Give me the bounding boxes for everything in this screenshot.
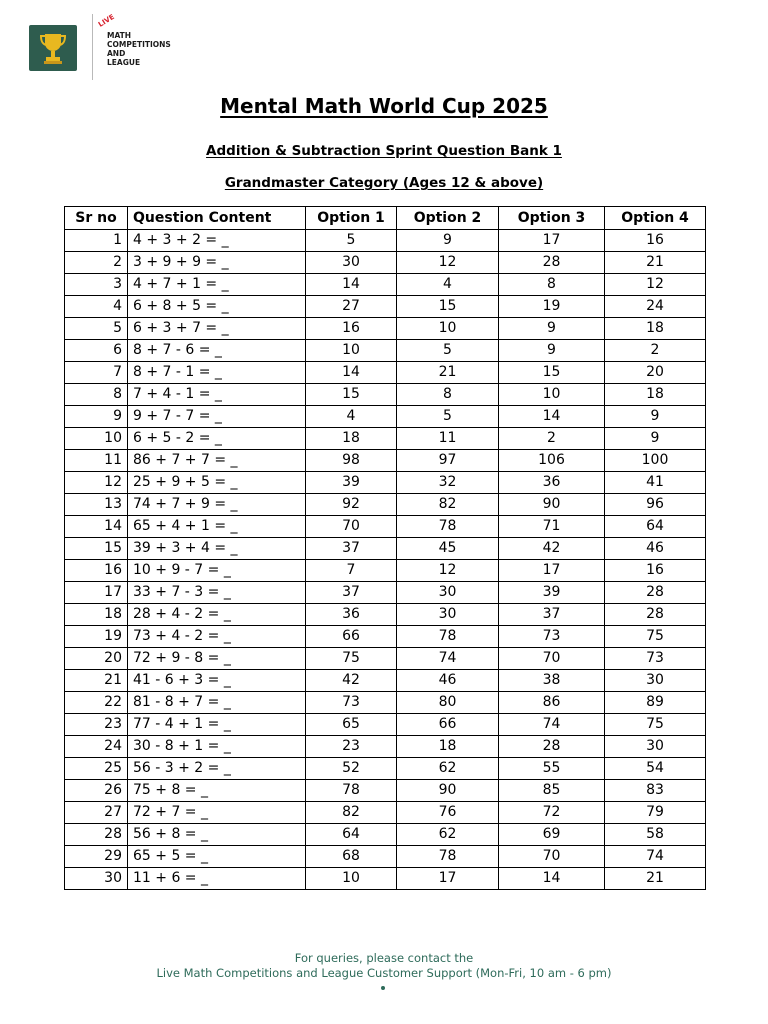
question-cell: 33 + 7 - 3 = _ (128, 582, 306, 604)
option-2-cell: 78 (397, 516, 499, 538)
option-3-cell: 70 (499, 846, 605, 868)
option-4-cell: 74 (605, 846, 706, 868)
table-row (65, 582, 706, 604)
table-row (65, 362, 706, 384)
question-cell: 9 + 7 - 7 = _ (128, 406, 306, 428)
option-3-cell: 70 (499, 648, 605, 670)
option-1-cell: 30 (306, 252, 397, 274)
sr-no-cell: 26 (65, 780, 128, 802)
question-cell: 3 + 9 + 9 = _ (128, 252, 306, 274)
option-2-cell: 74 (397, 648, 499, 670)
sr-no-cell: 11 (65, 450, 128, 472)
option-2-cell: 5 (397, 406, 499, 428)
option-1-cell: 82 (306, 802, 397, 824)
option-4-cell: 41 (605, 472, 706, 494)
table-row (65, 802, 706, 824)
option-4-cell: 18 (605, 318, 706, 340)
option-4-cell: 24 (605, 296, 706, 318)
table-row (65, 626, 706, 648)
option-4-cell: 89 (605, 692, 706, 714)
option-4-cell: 28 (605, 582, 706, 604)
option-2-cell: 4 (397, 274, 499, 296)
logo-badge (29, 25, 77, 71)
option-3-cell: 106 (499, 450, 605, 472)
sr-no-cell: 18 (65, 604, 128, 626)
question-cell: 6 + 8 + 5 = _ (128, 296, 306, 318)
option-3-cell: 74 (499, 714, 605, 736)
header-question-content: Question Content (128, 207, 306, 230)
option-4-cell: 83 (605, 780, 706, 802)
header-option-4: Option 4 (605, 207, 706, 230)
sr-no-cell: 3 (65, 274, 128, 296)
table-row (65, 560, 706, 582)
option-2-cell: 76 (397, 802, 499, 824)
sr-no-cell: 28 (65, 824, 128, 846)
option-3-cell: 14 (499, 868, 605, 890)
table-row (65, 824, 706, 846)
header-option-3: Option 3 (499, 207, 605, 230)
table-row (65, 846, 706, 868)
option-4-cell: 9 (605, 406, 706, 428)
table-row (65, 758, 706, 780)
option-4-cell: 28 (605, 604, 706, 626)
option-3-cell: 72 (499, 802, 605, 824)
option-2-cell: 12 (397, 560, 499, 582)
option-1-cell: 14 (306, 362, 397, 384)
option-1-cell: 70 (306, 516, 397, 538)
sr-no-cell: 17 (65, 582, 128, 604)
option-1-cell: 27 (306, 296, 397, 318)
option-2-cell: 8 (397, 384, 499, 406)
table-row (65, 406, 706, 428)
question-cell: 74 + 7 + 9 = _ (128, 494, 306, 516)
option-1-cell: 36 (306, 604, 397, 626)
question-cell: 25 + 9 + 5 = _ (128, 472, 306, 494)
header-option-1: Option 1 (306, 207, 397, 230)
logo-line: AND (107, 49, 126, 58)
sr-no-cell: 14 (65, 516, 128, 538)
sr-no-cell: 7 (65, 362, 128, 384)
option-2-cell: 10 (397, 318, 499, 340)
option-3-cell: 38 (499, 670, 605, 692)
sr-no-cell: 30 (65, 868, 128, 890)
sr-no-cell: 8 (65, 384, 128, 406)
option-3-cell: 55 (499, 758, 605, 780)
table-row (65, 494, 706, 516)
option-3-cell: 15 (499, 362, 605, 384)
header-sr-no: Sr no (65, 207, 128, 230)
sr-no-cell: 10 (65, 428, 128, 450)
option-3-cell: 36 (499, 472, 605, 494)
logo-line: COMPETITIONS (107, 40, 171, 49)
table-row (65, 692, 706, 714)
option-3-cell: 69 (499, 824, 605, 846)
table-row (65, 274, 706, 296)
option-3-cell: 86 (499, 692, 605, 714)
sr-no-cell: 13 (65, 494, 128, 516)
sr-no-cell: 20 (65, 648, 128, 670)
question-cell: 81 - 8 + 7 = _ (128, 692, 306, 714)
option-3-cell: 17 (499, 230, 605, 252)
sr-no-cell: 5 (65, 318, 128, 340)
option-4-cell: 100 (605, 450, 706, 472)
option-3-cell: 14 (499, 406, 605, 428)
footer-dot (381, 986, 385, 990)
option-2-cell: 78 (397, 846, 499, 868)
option-1-cell: 78 (306, 780, 397, 802)
option-3-cell: 28 (499, 252, 605, 274)
question-cell: 65 + 5 = _ (128, 846, 306, 868)
question-cell: 86 + 7 + 7 = _ (128, 450, 306, 472)
option-3-cell: 42 (499, 538, 605, 560)
sr-no-cell: 22 (65, 692, 128, 714)
sr-no-cell: 25 (65, 758, 128, 780)
trophy-icon (29, 25, 77, 71)
table-row (65, 736, 706, 758)
option-1-cell: 7 (306, 560, 397, 582)
option-1-cell: 42 (306, 670, 397, 692)
option-3-cell: 2 (499, 428, 605, 450)
option-4-cell: 54 (605, 758, 706, 780)
table-row (65, 450, 706, 472)
table-row (65, 780, 706, 802)
question-cell: 72 + 7 = _ (128, 802, 306, 824)
table-body (65, 230, 706, 890)
option-3-cell: 73 (499, 626, 605, 648)
option-3-cell: 9 (499, 340, 605, 362)
option-4-cell: 46 (605, 538, 706, 560)
sr-no-cell: 23 (65, 714, 128, 736)
sr-no-cell: 29 (65, 846, 128, 868)
table-row (65, 670, 706, 692)
option-2-cell: 32 (397, 472, 499, 494)
option-4-cell: 30 (605, 670, 706, 692)
option-2-cell: 90 (397, 780, 499, 802)
sr-no-cell: 9 (65, 406, 128, 428)
option-4-cell: 18 (605, 384, 706, 406)
option-4-cell: 16 (605, 560, 706, 582)
question-cell: 8 + 7 - 6 = _ (128, 340, 306, 362)
option-3-cell: 90 (499, 494, 605, 516)
option-4-cell: 58 (605, 824, 706, 846)
option-1-cell: 92 (306, 494, 397, 516)
footer-support-line: Live Math Competitions and League Customer Support (Mon-Fri, 10 am - 6 pm) (156, 966, 612, 980)
question-cell: 8 + 7 - 1 = _ (128, 362, 306, 384)
option-2-cell: 82 (397, 494, 499, 516)
option-4-cell: 9 (605, 428, 706, 450)
table-row (65, 648, 706, 670)
table-row (65, 868, 706, 890)
option-1-cell: 75 (306, 648, 397, 670)
option-1-cell: 16 (306, 318, 397, 340)
option-3-cell: 8 (499, 274, 605, 296)
table-row (65, 714, 706, 736)
sr-no-cell: 6 (65, 340, 128, 362)
logo-divider (92, 14, 93, 80)
option-4-cell: 96 (605, 494, 706, 516)
sr-no-cell: 1 (65, 230, 128, 252)
option-1-cell: 73 (306, 692, 397, 714)
sr-no-cell: 12 (65, 472, 128, 494)
question-cell: 10 + 9 - 7 = _ (128, 560, 306, 582)
question-cell: 4 + 7 + 1 = _ (128, 274, 306, 296)
option-4-cell: 20 (605, 362, 706, 384)
option-3-cell: 10 (499, 384, 605, 406)
option-2-cell: 30 (397, 604, 499, 626)
option-2-cell: 5 (397, 340, 499, 362)
option-3-cell: 19 (499, 296, 605, 318)
option-3-cell: 37 (499, 604, 605, 626)
header-option-2: Option 2 (397, 207, 499, 230)
table-row (65, 318, 706, 340)
question-cell: 11 + 6 = _ (128, 868, 306, 890)
option-2-cell: 46 (397, 670, 499, 692)
option-2-cell: 62 (397, 758, 499, 780)
option-2-cell: 30 (397, 582, 499, 604)
option-1-cell: 52 (306, 758, 397, 780)
question-cell: 75 + 8 = _ (128, 780, 306, 802)
question-cell: 73 + 4 - 2 = _ (128, 626, 306, 648)
category-subtitle: Grandmaster Category (Ages 12 & above) (224, 175, 544, 191)
option-4-cell: 64 (605, 516, 706, 538)
option-2-cell: 21 (397, 362, 499, 384)
question-table (64, 206, 706, 890)
table-row (65, 296, 706, 318)
option-4-cell: 75 (605, 626, 706, 648)
question-cell: 6 + 3 + 7 = _ (128, 318, 306, 340)
sr-no-cell: 27 (65, 802, 128, 824)
question-cell: 6 + 5 - 2 = _ (128, 428, 306, 450)
option-2-cell: 17 (397, 868, 499, 890)
option-1-cell: 10 (306, 868, 397, 890)
question-cell: 72 + 9 - 8 = _ (128, 648, 306, 670)
option-1-cell: 64 (306, 824, 397, 846)
logo-wordmark (107, 31, 171, 67)
option-1-cell: 10 (306, 340, 397, 362)
sr-no-cell: 16 (65, 560, 128, 582)
option-2-cell: 12 (397, 252, 499, 274)
sr-no-cell: 19 (65, 626, 128, 648)
option-4-cell: 30 (605, 736, 706, 758)
option-1-cell: 39 (306, 472, 397, 494)
option-1-cell: 65 (306, 714, 397, 736)
question-cell: 39 + 3 + 4 = _ (128, 538, 306, 560)
logo-live-tag: LIVE (97, 12, 116, 29)
footer-contact-line: For queries, please contact the (294, 951, 474, 965)
option-2-cell: 11 (397, 428, 499, 450)
option-3-cell: 9 (499, 318, 605, 340)
sr-no-cell: 4 (65, 296, 128, 318)
option-4-cell: 79 (605, 802, 706, 824)
table-row (65, 384, 706, 406)
option-1-cell: 37 (306, 538, 397, 560)
option-4-cell: 12 (605, 274, 706, 296)
table-row (65, 230, 706, 252)
question-cell: 28 + 4 - 2 = _ (128, 604, 306, 626)
question-bank-subtitle: Addition & Subtraction Sprint Question Bank 1 (206, 143, 562, 159)
option-4-cell: 73 (605, 648, 706, 670)
option-1-cell: 15 (306, 384, 397, 406)
option-1-cell: 66 (306, 626, 397, 648)
option-1-cell: 37 (306, 582, 397, 604)
option-1-cell: 23 (306, 736, 397, 758)
option-1-cell: 98 (306, 450, 397, 472)
option-2-cell: 18 (397, 736, 499, 758)
option-1-cell: 4 (306, 406, 397, 428)
logo-line: MATH (107, 31, 132, 40)
option-2-cell: 80 (397, 692, 499, 714)
option-4-cell: 75 (605, 714, 706, 736)
option-3-cell: 17 (499, 560, 605, 582)
table-row (65, 538, 706, 560)
option-1-cell: 68 (306, 846, 397, 868)
option-4-cell: 21 (605, 252, 706, 274)
option-2-cell: 62 (397, 824, 499, 846)
question-cell: 56 + 8 = _ (128, 824, 306, 846)
sr-no-cell: 2 (65, 252, 128, 274)
question-cell: 56 - 3 + 2 = _ (128, 758, 306, 780)
sr-no-cell: 21 (65, 670, 128, 692)
logo-line: LEAGUE (107, 58, 141, 67)
option-3-cell: 28 (499, 736, 605, 758)
table-row (65, 340, 706, 362)
question-cell: 41 - 6 + 3 = _ (128, 670, 306, 692)
question-cell: 7 + 4 - 1 = _ (128, 384, 306, 406)
option-3-cell: 85 (499, 780, 605, 802)
option-4-cell: 2 (605, 340, 706, 362)
option-1-cell: 14 (306, 274, 397, 296)
option-2-cell: 15 (397, 296, 499, 318)
option-3-cell: 71 (499, 516, 605, 538)
sr-no-cell: 15 (65, 538, 128, 560)
question-cell: 30 - 8 + 1 = _ (128, 736, 306, 758)
option-2-cell: 97 (397, 450, 499, 472)
option-2-cell: 78 (397, 626, 499, 648)
table-row (65, 428, 706, 450)
option-2-cell: 66 (397, 714, 499, 736)
question-cell: 77 - 4 + 1 = _ (128, 714, 306, 736)
table-row (65, 604, 706, 626)
option-4-cell: 21 (605, 868, 706, 890)
table-header-row (65, 207, 706, 230)
table-row (65, 516, 706, 538)
page-title: Mental Math World Cup 2025 (220, 94, 548, 118)
question-cell: 65 + 4 + 1 = _ (128, 516, 306, 538)
sr-no-cell: 24 (65, 736, 128, 758)
table-row (65, 472, 706, 494)
option-4-cell: 16 (605, 230, 706, 252)
option-1-cell: 5 (306, 230, 397, 252)
question-cell: 4 + 3 + 2 = _ (128, 230, 306, 252)
option-2-cell: 9 (397, 230, 499, 252)
option-1-cell: 18 (306, 428, 397, 450)
table-row (65, 252, 706, 274)
option-3-cell: 39 (499, 582, 605, 604)
option-2-cell: 45 (397, 538, 499, 560)
